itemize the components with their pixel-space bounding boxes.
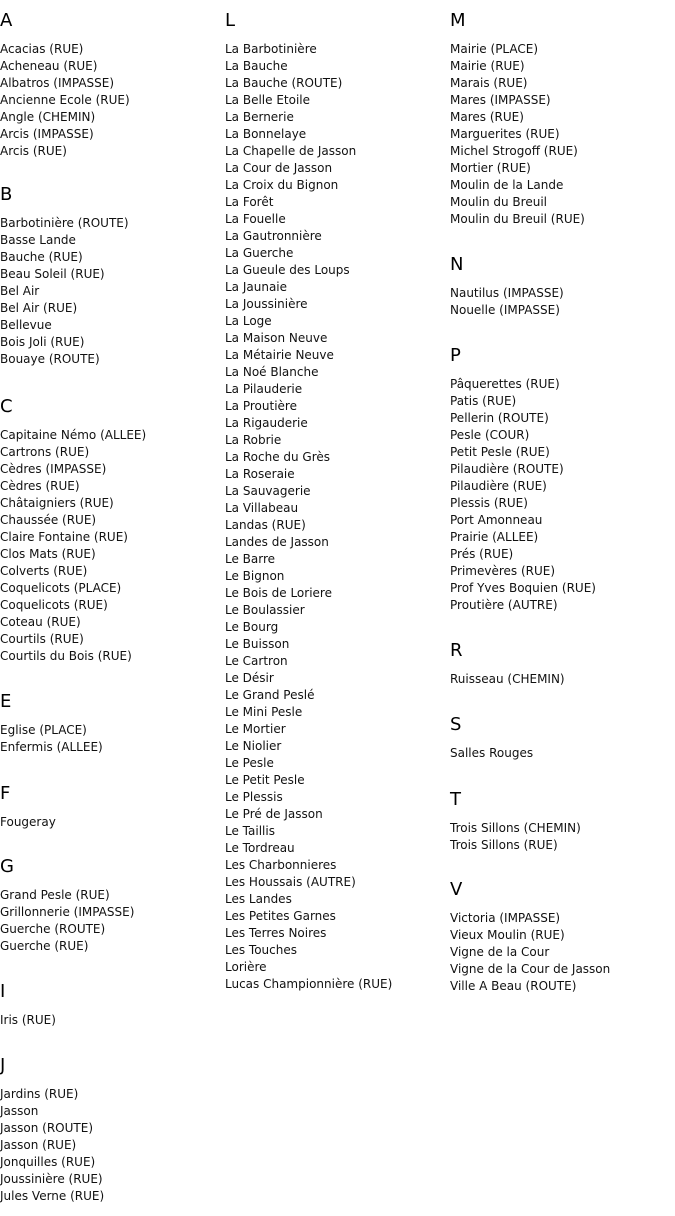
street-name: Guerche (RUE): [0, 939, 89, 953]
section-e: [0, 692, 222, 756]
street-list: [0, 1012, 222, 1029]
section-letter: T: [450, 789, 461, 810]
section-n: [450, 255, 672, 319]
street-list: [0, 722, 222, 756]
section-letter: C: [0, 396, 13, 417]
street-name: La Robrie: [225, 433, 282, 447]
street-name: Guerche (ROUTE): [0, 922, 106, 936]
street-name: Angle (CHEMIN): [0, 110, 96, 124]
street-list: [225, 41, 447, 993]
street-name: Port Amonneau: [450, 513, 543, 527]
street-list: [450, 820, 672, 854]
street-name: La Maison Neuve: [225, 331, 328, 345]
street-name: Vieux Moulin (RUE): [450, 928, 565, 942]
street-name: Salles Rouges: [450, 746, 534, 760]
street-name: La Gueule des Loups: [225, 263, 350, 277]
section-f: [0, 784, 222, 831]
street-name: Le Mini Pesle: [225, 705, 303, 719]
street-name: Marguerites (RUE): [450, 127, 560, 141]
street-name: Fougeray: [0, 815, 56, 829]
street-name: Michel Strogoff (RUE): [450, 144, 578, 158]
street-name: Jasson (ROUTE): [0, 1121, 93, 1135]
street-name: Lucas Championnière (RUE): [225, 977, 393, 991]
section-j: [0, 1056, 222, 1205]
section-letter: A: [0, 10, 13, 31]
street-name: Barbotinière (ROUTE): [0, 216, 129, 230]
section-a: [0, 11, 222, 160]
street-name: La Bauche: [225, 59, 288, 73]
street-name: La Rigauderie: [225, 416, 308, 430]
street-name: Patis (RUE): [450, 394, 517, 408]
street-name: La Roseraie: [225, 467, 295, 481]
section-p: [450, 346, 672, 614]
street-name: Eglise (PLACE): [0, 723, 87, 737]
street-name: Le Barre: [225, 552, 276, 566]
street-name: La Fouelle: [225, 212, 286, 226]
street-name: Beau Soleil (RUE): [0, 267, 105, 281]
street-name: Bois Joli (RUE): [0, 335, 85, 349]
street-list: [0, 215, 222, 368]
street-name: La Métairie Neuve: [225, 348, 334, 362]
section-letter: S: [450, 714, 462, 735]
street-name: La Guerche: [225, 246, 294, 260]
section-g: [0, 857, 222, 955]
section-letter: I: [0, 981, 6, 1002]
section-letter: L: [225, 10, 236, 31]
street-name: Colverts (RUE): [0, 564, 88, 578]
street-name: Le Pesle: [225, 756, 274, 770]
street-name: Vigne de la Cour de Jasson: [450, 962, 611, 976]
street-list: [450, 285, 672, 319]
section-letter: R: [450, 640, 463, 661]
street-name: Arcis (RUE): [0, 144, 67, 158]
street-list: [450, 745, 672, 762]
section-letter: P: [450, 345, 461, 366]
street-name: Mairie (PLACE): [450, 42, 539, 56]
section-letter: V: [450, 879, 463, 900]
street-name: Moulin du Breuil: [450, 195, 547, 209]
street-name: Nouelle (IMPASSE): [450, 303, 560, 317]
street-name: Moulin du Breuil (RUE): [450, 212, 585, 226]
section-r: [450, 641, 672, 688]
street-name: Pellerin (ROUTE): [450, 411, 549, 425]
street-name: Ruisseau (CHEMIN): [450, 672, 565, 686]
street-name: Moulin de la Lande: [450, 178, 564, 192]
street-name: Cèdres (RUE): [0, 479, 80, 493]
street-name: Acacias (RUE): [0, 42, 84, 56]
street-name: Le Boulassier: [225, 603, 305, 617]
street-name: Le Cartron: [225, 654, 288, 668]
section-letter: E: [0, 691, 12, 712]
street-name: Bellevue: [0, 318, 52, 332]
section-letter: M: [450, 10, 466, 31]
street-name: Cartrons (RUE): [0, 445, 90, 459]
street-name: La Joussinière: [225, 297, 308, 311]
street-name: Le Désir: [225, 671, 274, 685]
street-name: Grillonnerie (IMPASSE): [0, 905, 135, 919]
street-name: Le Pré de Jasson: [225, 807, 323, 821]
street-name: Mares (IMPASSE): [450, 93, 551, 107]
street-name: La Bonnelaye: [225, 127, 307, 141]
street-name: Le Bignon: [225, 569, 285, 583]
section-i: [0, 982, 222, 1029]
street-name: Les Charbonnieres: [225, 858, 337, 872]
street-name: Coteau (RUE): [0, 615, 81, 629]
street-name: La Barbotinière: [225, 42, 317, 56]
section-letter: N: [450, 254, 464, 275]
street-name: Basse Lande: [0, 233, 76, 247]
street-name: La Chapelle de Jasson: [225, 144, 357, 158]
street-name: Pilaudière (ROUTE): [450, 462, 564, 476]
street-name: Les Touches: [225, 943, 297, 957]
street-name: Pesle (COUR): [450, 428, 530, 442]
street-name: La Bauche (ROUTE): [225, 76, 343, 90]
street-list: [0, 814, 222, 831]
street-name: Capitaine Némo (ALLEE): [0, 428, 147, 442]
street-name: Bouaye (ROUTE): [0, 352, 100, 366]
street-name: Le Plessis: [225, 790, 283, 804]
street-name: Marais (RUE): [450, 76, 528, 90]
street-name: La Gautronnière: [225, 229, 322, 243]
street-name: Trois Sillons (RUE): [450, 838, 558, 852]
street-name: Le Niolier: [225, 739, 282, 753]
street-name: Bel Air (RUE): [0, 301, 78, 315]
street-name: La Cour de Jasson: [225, 161, 333, 175]
street-name: La Loge: [225, 314, 272, 328]
section-letter: G: [0, 856, 14, 877]
street-name: Joussinière (RUE): [0, 1172, 103, 1186]
street-name: Vigne de la Cour: [450, 945, 550, 959]
street-name: Grand Pesle (RUE): [0, 888, 110, 902]
street-name: La Proutière: [225, 399, 297, 413]
street-name: Claire Fontaine (RUE): [0, 530, 128, 544]
street-name: Victoria (IMPASSE): [450, 911, 561, 925]
street-list: [450, 376, 672, 614]
street-name: Courtils du Bois (RUE): [0, 649, 132, 663]
street-name: Les Landes: [225, 892, 292, 906]
street-name: Prés (RUE): [450, 547, 514, 561]
street-name: Courtils (RUE): [0, 632, 84, 646]
street-name: Coquelicots (PLACE): [0, 581, 122, 595]
section-m: [450, 11, 672, 228]
street-list: [0, 887, 222, 955]
street-name: La Pilauderie: [225, 382, 303, 396]
street-name: Jasson (RUE): [0, 1138, 77, 1152]
street-name: Lorière: [225, 960, 267, 974]
street-name: La Roche du Grès: [225, 450, 331, 464]
street-name: Iris (RUE): [0, 1013, 56, 1027]
street-name: Prairie (ALLEE): [450, 530, 539, 544]
street-name: Pilaudière (RUE): [450, 479, 547, 493]
street-name: Clos Mats (RUE): [0, 547, 96, 561]
street-name: Châtaigniers (RUE): [0, 496, 114, 510]
section-c: [0, 397, 222, 665]
section-v: [450, 880, 672, 995]
street-name: Prof Yves Boquien (RUE): [450, 581, 596, 595]
street-name: Arcis (IMPASSE): [0, 127, 94, 141]
street-name: Albatros (IMPASSE): [0, 76, 115, 90]
street-name: La Forêt: [225, 195, 274, 209]
section-letter: F: [0, 783, 11, 804]
street-list: [0, 41, 222, 160]
street-list: [450, 41, 672, 228]
street-name: La Sauvagerie: [225, 484, 311, 498]
street-name: Jules Verne (RUE): [0, 1189, 105, 1203]
street-name: Ancienne Ecole (RUE): [0, 93, 130, 107]
street-name: La Noé Blanche: [225, 365, 319, 379]
street-name: La Villabeau: [225, 501, 299, 515]
street-name: Jonquilles (RUE): [0, 1155, 96, 1169]
street-name: Trois Sillons (CHEMIN): [450, 821, 581, 835]
street-name: La Jaunaie: [225, 280, 288, 294]
street-name: Le Tordreau: [225, 841, 295, 855]
street-name: Bel Air: [0, 284, 40, 298]
section-b: [0, 185, 222, 368]
street-name: La Bernerie: [225, 110, 294, 124]
section-letter: J: [0, 1055, 6, 1076]
street-name: Le Buisson: [225, 637, 290, 651]
street-name: Le Petit Pesle: [225, 773, 305, 787]
street-name: Le Mortier: [225, 722, 286, 736]
street-name: La Belle Etoile: [225, 93, 311, 107]
street-name: Ville A Beau (ROUTE): [450, 979, 577, 993]
street-name: Bauche (RUE): [0, 250, 83, 264]
street-name: Jasson: [0, 1104, 39, 1118]
street-name: Le Taillis: [225, 824, 275, 838]
street-name: La Croix du Bignon: [225, 178, 339, 192]
street-name: Le Bourg: [225, 620, 279, 634]
street-list: [450, 671, 672, 688]
street-name: Le Grand Peslé: [225, 688, 315, 702]
section-s: [450, 715, 672, 762]
street-name: Jardins (RUE): [0, 1087, 79, 1101]
street-name: Enfermis (ALLEE): [0, 740, 103, 754]
street-name: Chaussée (RUE): [0, 513, 97, 527]
street-name: Les Houssais (AUTRE): [225, 875, 356, 889]
street-name: Cèdres (IMPASSE): [0, 462, 107, 476]
street-name: Plessis (RUE): [450, 496, 528, 510]
street-name: Mortier (RUE): [450, 161, 531, 175]
street-name: Acheneau (RUE): [0, 59, 98, 73]
street-list: [0, 1086, 222, 1205]
street-name: Les Terres Noires: [225, 926, 327, 940]
street-name: Coquelicots (RUE): [0, 598, 108, 612]
street-name: Pâquerettes (RUE): [450, 377, 560, 391]
street-name: Primevères (RUE): [450, 564, 556, 578]
street-name: Mairie (RUE): [450, 59, 525, 73]
section-l: [225, 11, 447, 993]
section-t: [450, 790, 672, 854]
section-letter: B: [0, 184, 13, 205]
street-list: [0, 427, 222, 665]
street-name: Nautilus (IMPASSE): [450, 286, 564, 300]
street-name: Mares (RUE): [450, 110, 524, 124]
street-name: Le Bois de Loriere: [225, 586, 332, 600]
street-name: Petit Pesle (RUE): [450, 445, 550, 459]
street-name: Les Petites Garnes: [225, 909, 336, 923]
street-list: [450, 910, 672, 995]
street-name: Proutière (AUTRE): [450, 598, 558, 612]
street-name: Landes de Jasson: [225, 535, 329, 549]
street-name: Landas (RUE): [225, 518, 306, 532]
